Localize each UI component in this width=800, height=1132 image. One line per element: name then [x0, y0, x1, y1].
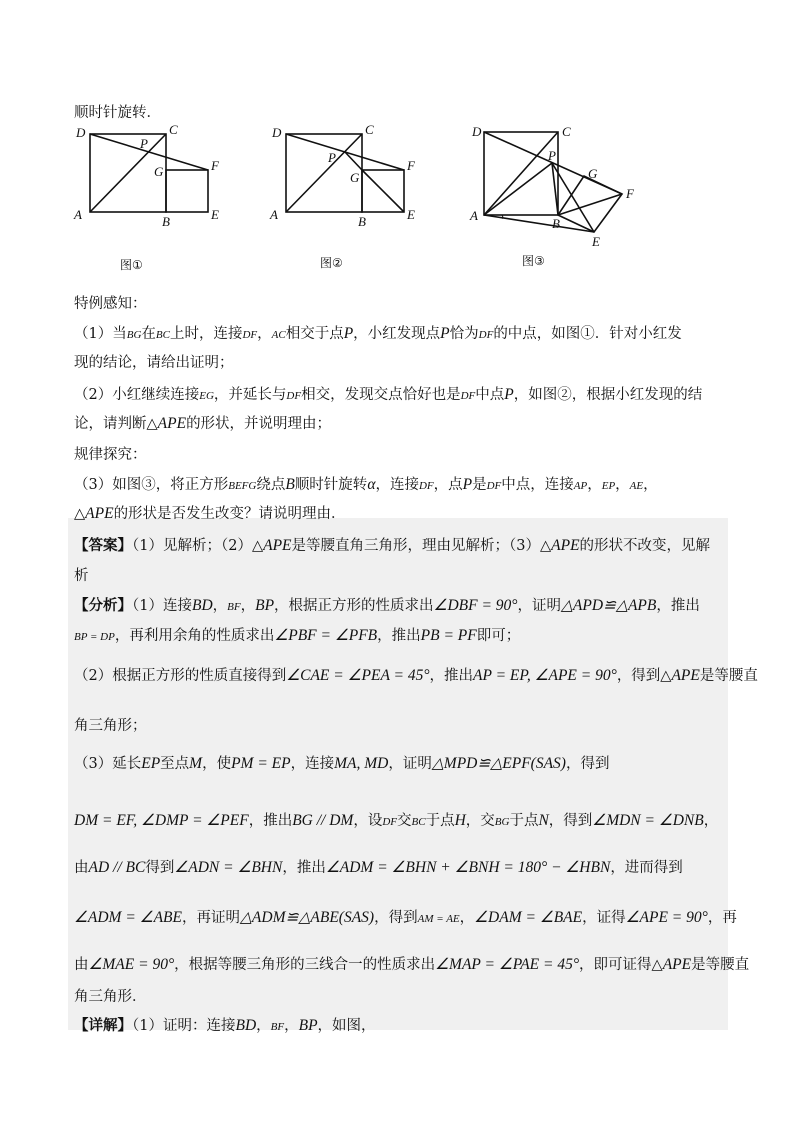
analysis-line-1: 【分析】（1）连接BD，BF，BP，根据正方形的性质求出∠DBF = 90°，证明△APD≌△APB，推出 — [74, 597, 700, 614]
fig2-caption: 图② — [320, 256, 343, 270]
fig3-label-b: B — [552, 216, 560, 231]
fig3-label-g: G — [588, 166, 598, 181]
detail-line-1: 【详解】（1）证明：连接BD，BF，BP，如图， — [74, 1017, 376, 1034]
fig2-label-g: G — [350, 170, 360, 185]
analysis-line-2: BP = DP，再利用余角的性质求出∠PBF = ∠PFB，推出PB = PF即可； — [74, 627, 521, 644]
fig2-label-d: D — [272, 125, 282, 140]
intro-text: 顺时针旋转． — [74, 105, 161, 121]
fig3-label-d: D — [472, 124, 482, 139]
fig1-label-g: G — [154, 164, 164, 179]
question-1-line-1: （1）当BG在BC上时，连接DF，AC相交于点P，小红发现点P恰为DF的中点，如图①．针对小红发 — [74, 325, 682, 342]
analysis-line-9: 由∠MAE = 90°，根据等腰三角形的三线合一的性质求出∠MAP = ∠PAE = 45°，即可证得△APE是等腰直 — [74, 956, 750, 973]
fig3-label-a: A — [470, 208, 478, 223]
fig1-label-p: P — [140, 136, 148, 151]
figure-2 — [266, 122, 426, 277]
fig1-label-f: F — [211, 158, 219, 173]
question-3-line-1: （3）如图③，将正方形BEFG绕点B顺时针旋转α，连接DF，点P是DF中点，连接AP，EP，AE， — [74, 476, 658, 493]
fig1-label-e: E — [211, 207, 219, 222]
analysis-line-5: （3）延长EP至点M，使PM = EP，连接MA, MD，证明△MPD≌△EPF(SAS)，得到 — [74, 755, 610, 772]
fig2-label-c: C — [365, 122, 374, 137]
question-2-line-2: 论，请判断△APE的形状，并说明理由； — [74, 415, 332, 432]
fig1-label-b: B — [162, 214, 170, 229]
section-rule-exploration: 规律探究： — [74, 447, 147, 463]
fig2-label-e: E — [407, 207, 415, 222]
fig1-label-c: C — [169, 122, 178, 137]
question-1-line-2: 现的结论，请给出证明； — [74, 355, 234, 371]
fig3-label-c: C — [562, 124, 571, 139]
answer-line-1: 【答案】（1）见解析；（2）△APE是等腰直角三角形，理由见解析；（3）△APE的形状不改变，见解 — [74, 537, 711, 554]
section-special-case: 特例感知： — [74, 296, 147, 312]
answer-line-2: 析 — [74, 568, 89, 584]
analysis-line-4: 角三角形； — [74, 718, 147, 734]
fig2-label-f: F — [407, 158, 415, 173]
analysis-line-8: ∠ADM = ∠ABE，再证明△ADM≌△ABE(SAS)，得到AM = AE，∠DAM = ∠BAE，证得∠APE = 90°，再 — [74, 909, 737, 926]
fig1-caption: 图① — [120, 258, 143, 272]
fig2-label-p: P — [328, 150, 336, 165]
question-2-line-1: （2）小红继续连接EG，并延长与DF相交，发现交点恰好也是DF中点P，如图②，根据小红发现的结 — [74, 386, 703, 403]
fig3-label-e: E — [592, 234, 600, 249]
figure-3 — [466, 120, 646, 275]
fig3-label-p: P — [548, 148, 556, 163]
fig1-label-d: D — [76, 125, 86, 140]
analysis-line-7: 由AD // BC得到∠ADN = ∠BHN，推出∠ADM = ∠BHN + ∠BNH = 180° − ∠HBN，进而得到 — [74, 859, 683, 876]
analysis-line-10: 角三角形． — [74, 989, 147, 1005]
analysis-line-6: DM = EF, ∠DMP = ∠PEF，推出BG // DM，设DF交BC于点H，交BG于点N，得到∠MDN = ∠DNB， — [74, 812, 719, 829]
figure-1 — [70, 122, 230, 277]
fig3-caption: 图③ — [522, 254, 545, 268]
question-3-line-2: △APE的形状是否发生改变？请说明理由． — [74, 505, 346, 522]
fig1-label-a: A — [74, 207, 82, 222]
analysis-line-3: （2）根据正方形的性质直接得到∠CAE = ∠PEA = 45°，推出AP = EP, ∠APE = 90°，得到△APE是等腰直 — [74, 667, 758, 684]
fig2-label-b: B — [358, 214, 366, 229]
fig3-label-f: F — [626, 186, 634, 201]
fig2-label-a: A — [270, 207, 278, 222]
